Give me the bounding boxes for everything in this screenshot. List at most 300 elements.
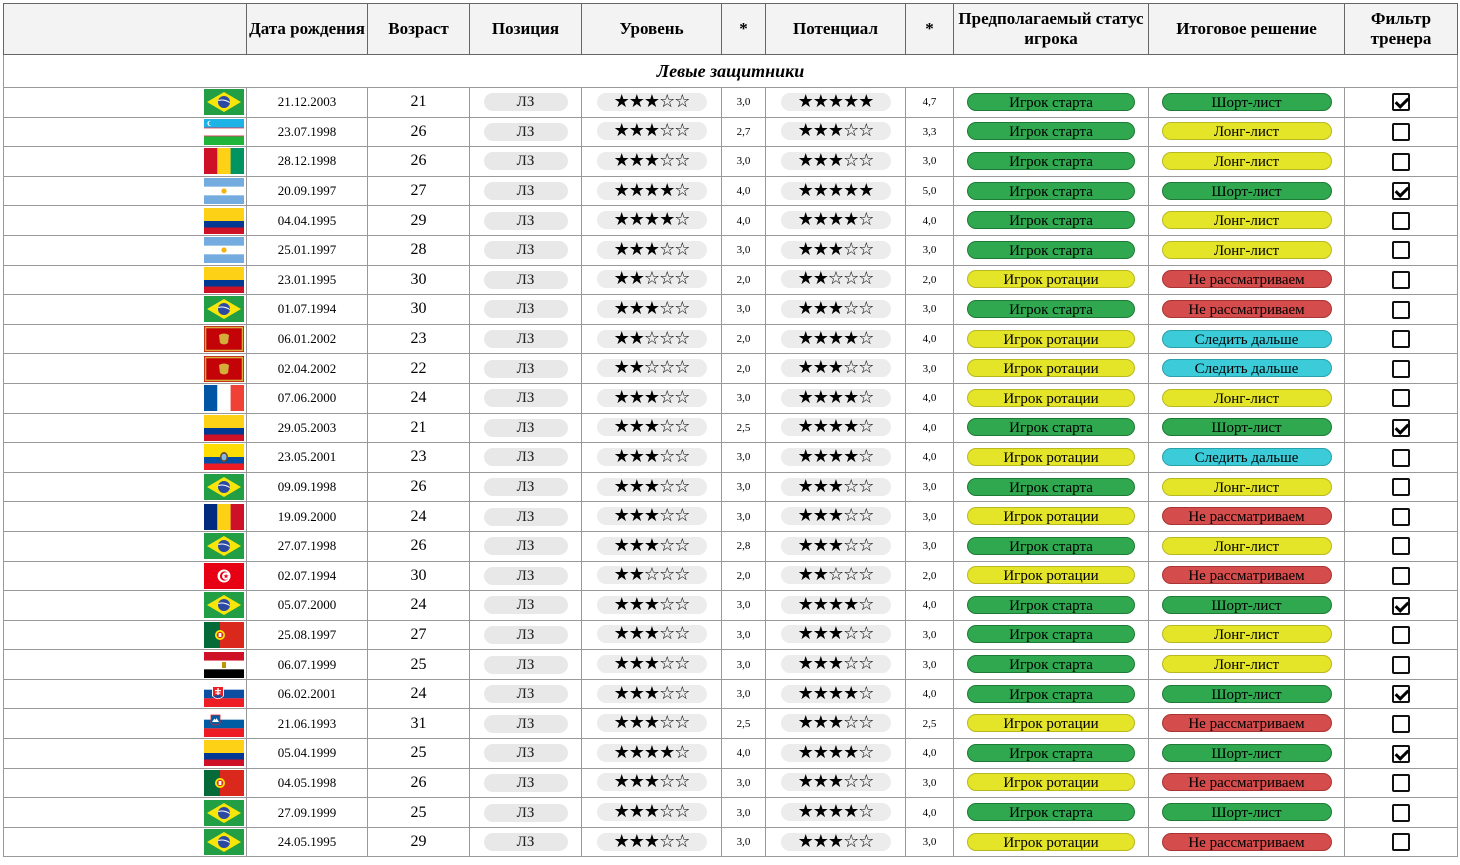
decision-dropdown[interactable]: Не рассматриваем — [1162, 300, 1332, 318]
position-cell — [470, 561, 582, 591]
status-dropdown[interactable]: Игрок ротации — [967, 507, 1135, 525]
birth-date: 06.01.2002 — [247, 324, 368, 354]
colombia-flag-icon — [204, 415, 244, 441]
status-dropdown[interactable]: Игрок старта — [967, 152, 1135, 170]
decision-dropdown[interactable]: Лонг-лист — [1162, 152, 1332, 170]
decision-dropdown[interactable]: Не рассматриваем — [1162, 833, 1332, 851]
status-dropdown[interactable]: Игрок старта — [967, 537, 1135, 555]
coach-filter-checkbox[interactable] — [1392, 241, 1410, 259]
header-potential-num[interactable]: * — [906, 4, 954, 55]
filter-cell — [1345, 679, 1458, 709]
filter-cell — [1345, 117, 1458, 147]
position-cell — [470, 206, 582, 236]
level-score: 3,0 — [722, 235, 766, 265]
potential-stars: ★★★☆☆ — [781, 833, 891, 851]
player-name-cell[interactable] — [4, 176, 204, 206]
status-dropdown[interactable]: Игрок ротации — [967, 389, 1135, 407]
player-name-cell[interactable] — [4, 206, 204, 236]
birth-date: 09.09.1998 — [247, 472, 368, 502]
decision-dropdown[interactable]: Следить дальше — [1162, 359, 1332, 377]
level-score: 2,0 — [722, 354, 766, 384]
coach-filter-checkbox[interactable] — [1392, 804, 1410, 822]
filter-cell — [1345, 235, 1458, 265]
decision-dropdown[interactable]: Шорт-лист — [1162, 744, 1332, 762]
coach-filter-checkbox[interactable] — [1392, 685, 1410, 703]
potential-stars: ★★★★☆ — [781, 685, 891, 703]
status-cell — [954, 383, 1149, 413]
coach-filter-checkbox[interactable] — [1392, 360, 1410, 378]
status-dropdown[interactable]: Игрок старта — [967, 596, 1135, 614]
decision-dropdown[interactable]: Шорт-лист — [1162, 418, 1332, 436]
position-badge: ЛЗ — [484, 774, 568, 792]
position-badge: ЛЗ — [484, 152, 568, 170]
player-name-cell[interactable] — [4, 620, 204, 650]
age: 27 — [368, 620, 470, 650]
player-name-cell[interactable] — [4, 295, 204, 325]
birth-date: 23.07.1998 — [247, 117, 368, 147]
level-score: 2,5 — [722, 709, 766, 739]
level-stars: ★★★☆☆ — [597, 625, 707, 643]
coach-filter-checkbox[interactable] — [1392, 271, 1410, 289]
coach-filter-checkbox[interactable] — [1392, 508, 1410, 526]
player-name-cell[interactable] — [4, 502, 204, 532]
potential-stars: ★★★☆☆ — [781, 300, 891, 318]
player-name-cell[interactable] — [4, 768, 204, 798]
level-score: 3,0 — [722, 620, 766, 650]
birth-date: 01.07.1994 — [247, 295, 368, 325]
flag-cell — [204, 650, 247, 680]
coach-filter-checkbox[interactable] — [1392, 449, 1410, 467]
player-name-cell[interactable] — [4, 413, 204, 443]
filter-cell — [1345, 354, 1458, 384]
level-stars: ★★★☆☆ — [597, 241, 707, 259]
header-level[interactable]: Уровень — [582, 4, 722, 55]
birth-date: 23.01.1995 — [247, 265, 368, 295]
coach-filter-checkbox[interactable] — [1392, 330, 1410, 348]
header-coach-filter[interactable]: Фильтр тренера — [1345, 4, 1458, 55]
table-row — [4, 591, 1458, 621]
header-name[interactable] — [4, 4, 247, 55]
age: 26 — [368, 117, 470, 147]
age: 30 — [368, 295, 470, 325]
table-row — [4, 117, 1458, 147]
player-name-cell[interactable] — [4, 472, 204, 502]
decision-dropdown[interactable]: Лонг-лист — [1162, 211, 1332, 229]
player-name-cell[interactable] — [4, 679, 204, 709]
level-stars: ★★★☆☆ — [597, 714, 707, 732]
age: 25 — [368, 798, 470, 828]
level-cell — [582, 443, 722, 473]
position-cell — [470, 324, 582, 354]
decision-cell — [1149, 206, 1345, 236]
decision-dropdown[interactable]: Шорт-лист — [1162, 803, 1332, 821]
decision-dropdown[interactable]: Не рассматриваем — [1162, 270, 1332, 288]
flag-cell — [204, 709, 247, 739]
filter-cell — [1345, 265, 1458, 295]
decision-cell — [1149, 354, 1345, 384]
level-stars: ★★★★☆ — [597, 744, 707, 762]
status-cell — [954, 827, 1149, 857]
player-name-cell[interactable] — [4, 88, 204, 118]
potential-score: 4,0 — [906, 206, 954, 236]
flag-cell — [204, 798, 247, 828]
decision-dropdown[interactable]: Следить дальше — [1162, 448, 1332, 466]
header-level-num[interactable]: * — [722, 4, 766, 55]
status-dropdown[interactable]: Игрок старта — [967, 685, 1135, 703]
potential-stars: ★★★★★ — [781, 182, 891, 200]
status-dropdown[interactable]: Игрок ротации — [967, 270, 1135, 288]
flag-cell — [204, 235, 247, 265]
position-cell — [470, 147, 582, 177]
decision-cell — [1149, 798, 1345, 828]
status-dropdown[interactable]: Игрок ротации — [967, 714, 1135, 732]
player-name-cell[interactable] — [4, 591, 204, 621]
player-name-cell[interactable] — [4, 739, 204, 769]
filter-cell — [1345, 324, 1458, 354]
level-score: 3,0 — [722, 472, 766, 502]
potential-stars: ★★★☆☆ — [781, 537, 891, 555]
player-name-cell[interactable] — [4, 383, 204, 413]
potential-cell — [766, 443, 906, 473]
coach-filter-checkbox[interactable] — [1392, 597, 1410, 615]
potential-cell — [766, 561, 906, 591]
age: 31 — [368, 709, 470, 739]
decision-dropdown[interactable]: Шорт-лист — [1162, 596, 1332, 614]
filter-cell — [1345, 591, 1458, 621]
table-row — [4, 354, 1458, 384]
level-stars: ★★★☆☆ — [597, 122, 707, 140]
level-stars: ★★★☆☆ — [597, 507, 707, 525]
player-name-cell[interactable] — [4, 324, 204, 354]
player-name-cell[interactable] — [4, 531, 204, 561]
ecuador-flag-icon — [204, 444, 244, 470]
level-stars: ★★★★☆ — [597, 211, 707, 229]
decision-cell — [1149, 739, 1345, 769]
coach-filter-checkbox[interactable] — [1392, 774, 1410, 792]
level-stars: ★★★☆☆ — [597, 300, 707, 318]
decision-dropdown[interactable]: Лонг-лист — [1162, 122, 1332, 140]
header-expected-status[interactable]: Предполагаемый статус игрока — [954, 4, 1149, 55]
status-cell — [954, 620, 1149, 650]
status-dropdown[interactable]: Игрок старта — [967, 241, 1135, 259]
player-name-cell[interactable] — [4, 443, 204, 473]
player-name-cell[interactable] — [4, 798, 204, 828]
status-dropdown[interactable]: Игрок старта — [967, 625, 1135, 643]
decision-cell — [1149, 443, 1345, 473]
coach-filter-checkbox[interactable] — [1392, 153, 1410, 171]
status-dropdown[interactable]: Игрок старта — [967, 655, 1135, 673]
filter-cell — [1345, 502, 1458, 532]
potential-score: 4,0 — [906, 679, 954, 709]
flag-cell — [204, 591, 247, 621]
level-score: 3,0 — [722, 88, 766, 118]
flag-cell — [204, 265, 247, 295]
position-badge: ЛЗ — [484, 508, 568, 526]
table-row — [4, 295, 1458, 325]
status-cell — [954, 324, 1149, 354]
header-final-decision[interactable]: Итоговое решение — [1149, 4, 1345, 55]
coach-filter-checkbox[interactable] — [1392, 567, 1410, 585]
level-score: 3,0 — [722, 295, 766, 325]
player-name-cell[interactable] — [4, 265, 204, 295]
status-dropdown[interactable]: Игрок старта — [967, 744, 1135, 762]
potential-score: 4,0 — [906, 739, 954, 769]
table-row — [4, 413, 1458, 443]
status-dropdown[interactable]: Игрок ротации — [967, 330, 1135, 348]
potential-score: 4,0 — [906, 324, 954, 354]
age: 23 — [368, 443, 470, 473]
flag-cell — [204, 768, 247, 798]
age: 24 — [368, 502, 470, 532]
decision-dropdown[interactable]: Не рассматриваем — [1162, 566, 1332, 584]
potential-stars: ★★★☆☆ — [781, 507, 891, 525]
decision-cell — [1149, 383, 1345, 413]
status-dropdown[interactable]: Игрок старта — [967, 93, 1135, 111]
position-badge: ЛЗ — [484, 93, 568, 111]
level-cell — [582, 620, 722, 650]
potential-stars: ★★★☆☆ — [781, 122, 891, 140]
status-cell — [954, 472, 1149, 502]
player-name-cell[interactable] — [4, 147, 204, 177]
status-dropdown[interactable]: Игрок старта — [967, 300, 1135, 318]
status-dropdown[interactable]: Игрок старта — [967, 122, 1135, 140]
age: 29 — [368, 206, 470, 236]
filter-cell — [1345, 650, 1458, 680]
decision-dropdown[interactable]: Лонг-лист — [1162, 478, 1332, 496]
level-score: 2,5 — [722, 413, 766, 443]
coach-filter-checkbox[interactable] — [1392, 182, 1410, 200]
potential-stars: ★★★★☆ — [781, 596, 891, 614]
header-potential[interactable]: Потенциал — [766, 4, 906, 55]
level-cell — [582, 265, 722, 295]
level-stars: ★★★☆☆ — [597, 389, 707, 407]
decision-dropdown[interactable]: Шорт-лист — [1162, 182, 1332, 200]
status-cell — [954, 88, 1149, 118]
header-age[interactable]: Возраст — [368, 4, 470, 55]
decision-dropdown[interactable]: Лонг-лист — [1162, 389, 1332, 407]
level-stars: ★★★☆☆ — [597, 537, 707, 555]
flag-cell — [204, 413, 247, 443]
player-name-cell[interactable] — [4, 650, 204, 680]
birth-date: 06.07.1999 — [247, 650, 368, 680]
section-row — [4, 55, 1458, 88]
position-cell — [470, 502, 582, 532]
player-name-cell[interactable] — [4, 235, 204, 265]
coach-filter-checkbox[interactable] — [1392, 537, 1410, 555]
potential-cell — [766, 472, 906, 502]
level-stars: ★★★☆☆ — [597, 152, 707, 170]
status-dropdown[interactable]: Игрок ротации — [967, 833, 1135, 851]
egypt-flag-icon — [204, 652, 244, 678]
header-position[interactable]: Позиция — [470, 4, 582, 55]
coach-filter-checkbox[interactable] — [1392, 93, 1410, 111]
table-row — [4, 531, 1458, 561]
coach-filter-checkbox[interactable] — [1392, 745, 1410, 763]
uzbekistan-flag-icon — [204, 119, 244, 145]
status-cell — [954, 117, 1149, 147]
age: 25 — [368, 650, 470, 680]
potential-stars: ★★★☆☆ — [781, 773, 891, 791]
status-dropdown[interactable]: Игрок старта — [967, 803, 1135, 821]
coach-filter-checkbox[interactable] — [1392, 123, 1410, 141]
position-badge: ЛЗ — [484, 123, 568, 141]
position-cell — [470, 265, 582, 295]
potential-stars: ★★★☆☆ — [781, 625, 891, 643]
potential-cell — [766, 413, 906, 443]
potential-stars: ★★★★☆ — [781, 803, 891, 821]
potential-score: 3,0 — [906, 472, 954, 502]
level-cell — [582, 827, 722, 857]
birth-date: 06.02.2001 — [247, 679, 368, 709]
header-birth-date[interactable]: Дата рождения — [247, 4, 368, 55]
potential-stars: ★★★☆☆ — [781, 478, 891, 496]
decision-dropdown[interactable]: Шорт-лист — [1162, 685, 1332, 703]
birth-date: 28.12.1998 — [247, 147, 368, 177]
level-score: 3,0 — [722, 650, 766, 680]
decision-dropdown[interactable]: Лонг-лист — [1162, 241, 1332, 259]
decision-dropdown[interactable]: Лонг-лист — [1162, 537, 1332, 555]
table-row — [4, 472, 1458, 502]
potential-stars: ★★★☆☆ — [781, 655, 891, 673]
table-row — [4, 147, 1458, 177]
decision-cell — [1149, 531, 1345, 561]
montenegro-flag-icon — [204, 356, 244, 382]
status-dropdown[interactable]: Игрок старта — [967, 478, 1135, 496]
level-cell — [582, 561, 722, 591]
level-cell — [582, 650, 722, 680]
status-cell — [954, 798, 1149, 828]
status-cell — [954, 591, 1149, 621]
argentina-flag-icon — [204, 178, 244, 204]
player-name-cell[interactable] — [4, 354, 204, 384]
player-name-cell[interactable] — [4, 709, 204, 739]
birth-date: 02.04.2002 — [247, 354, 368, 384]
level-cell — [582, 206, 722, 236]
position-badge: ЛЗ — [484, 567, 568, 585]
coach-filter-checkbox[interactable] — [1392, 656, 1410, 674]
decision-dropdown[interactable]: Не рассматриваем — [1162, 507, 1332, 525]
level-cell — [582, 679, 722, 709]
age: 30 — [368, 561, 470, 591]
status-cell — [954, 413, 1149, 443]
level-score: 3,0 — [722, 502, 766, 532]
level-score: 3,0 — [722, 798, 766, 828]
flag-cell — [204, 147, 247, 177]
coach-filter-checkbox[interactable] — [1392, 389, 1410, 407]
position-cell — [470, 354, 582, 384]
brazil-flag-icon — [204, 592, 244, 618]
coach-filter-checkbox[interactable] — [1392, 478, 1410, 496]
status-dropdown[interactable]: Игрок старта — [967, 211, 1135, 229]
birth-date: 05.04.1999 — [247, 739, 368, 769]
decision-dropdown[interactable]: Шорт-лист — [1162, 93, 1332, 111]
coach-filter-checkbox[interactable] — [1392, 301, 1410, 319]
coach-filter-checkbox[interactable] — [1392, 626, 1410, 644]
age: 26 — [368, 768, 470, 798]
potential-score: 3,0 — [906, 295, 954, 325]
decision-dropdown[interactable]: Лонг-лист — [1162, 625, 1332, 643]
romania-flag-icon — [204, 504, 244, 530]
flag-cell — [204, 561, 247, 591]
potential-score: 3,0 — [906, 768, 954, 798]
decision-dropdown[interactable]: Не рассматриваем — [1162, 773, 1332, 791]
level-cell — [582, 768, 722, 798]
table-row — [4, 620, 1458, 650]
section-title: Левые защитники — [4, 55, 1458, 88]
level-cell — [582, 383, 722, 413]
colombia-flag-icon — [204, 267, 244, 293]
level-cell — [582, 176, 722, 206]
coach-filter-checkbox[interactable] — [1392, 715, 1410, 733]
position-cell — [470, 650, 582, 680]
level-cell — [582, 295, 722, 325]
filter-cell — [1345, 561, 1458, 591]
age: 21 — [368, 413, 470, 443]
level-stars: ★★★☆☆ — [597, 418, 707, 436]
position-cell — [470, 117, 582, 147]
decision-dropdown[interactable]: Лонг-лист — [1162, 655, 1332, 673]
level-score: 4,0 — [722, 206, 766, 236]
birth-date: 19.09.2000 — [247, 502, 368, 532]
coach-filter-checkbox[interactable] — [1392, 419, 1410, 437]
slovakia-flag-icon — [204, 681, 244, 707]
position-cell — [470, 620, 582, 650]
decision-dropdown[interactable]: Следить дальше — [1162, 330, 1332, 348]
decision-dropdown[interactable]: Не рассматриваем — [1162, 714, 1332, 732]
position-badge: ЛЗ — [484, 330, 568, 348]
age: 24 — [368, 679, 470, 709]
position-cell — [470, 591, 582, 621]
table-row — [4, 265, 1458, 295]
decision-cell — [1149, 472, 1345, 502]
status-dropdown[interactable]: Игрок ротации — [967, 566, 1135, 584]
position-badge: ЛЗ — [484, 804, 568, 822]
level-stars: ★★★☆☆ — [597, 685, 707, 703]
status-dropdown[interactable]: Игрок ротации — [967, 448, 1135, 466]
player-name-cell[interactable] — [4, 117, 204, 147]
potential-cell — [766, 679, 906, 709]
coach-filter-checkbox[interactable] — [1392, 212, 1410, 230]
age: 26 — [368, 472, 470, 502]
status-dropdown[interactable]: Игрок старта — [967, 418, 1135, 436]
birth-date: 23.05.2001 — [247, 443, 368, 473]
position-badge: ЛЗ — [484, 715, 568, 733]
level-stars: ★★☆☆☆ — [597, 359, 707, 377]
status-dropdown[interactable]: Игрок старта — [967, 182, 1135, 200]
table-row — [4, 768, 1458, 798]
level-score: 3,0 — [722, 768, 766, 798]
position-cell — [470, 472, 582, 502]
guinea-flag-icon — [204, 148, 244, 174]
status-dropdown[interactable]: Игрок ротации — [967, 773, 1135, 791]
potential-score: 4,0 — [906, 413, 954, 443]
potential-cell — [766, 147, 906, 177]
coach-filter-checkbox[interactable] — [1392, 833, 1410, 851]
birth-date: 29.05.2003 — [247, 413, 368, 443]
player-name-cell[interactable] — [4, 561, 204, 591]
flag-cell — [204, 472, 247, 502]
player-name-cell[interactable] — [4, 827, 204, 857]
filter-cell — [1345, 176, 1458, 206]
potential-stars: ★★★★☆ — [781, 418, 891, 436]
decision-cell — [1149, 679, 1345, 709]
birth-date: 21.12.2003 — [247, 88, 368, 118]
status-dropdown[interactable]: Игрок ротации — [967, 359, 1135, 377]
filter-cell — [1345, 709, 1458, 739]
level-score: 2,7 — [722, 117, 766, 147]
colombia-flag-icon — [204, 740, 244, 766]
decision-cell — [1149, 147, 1345, 177]
